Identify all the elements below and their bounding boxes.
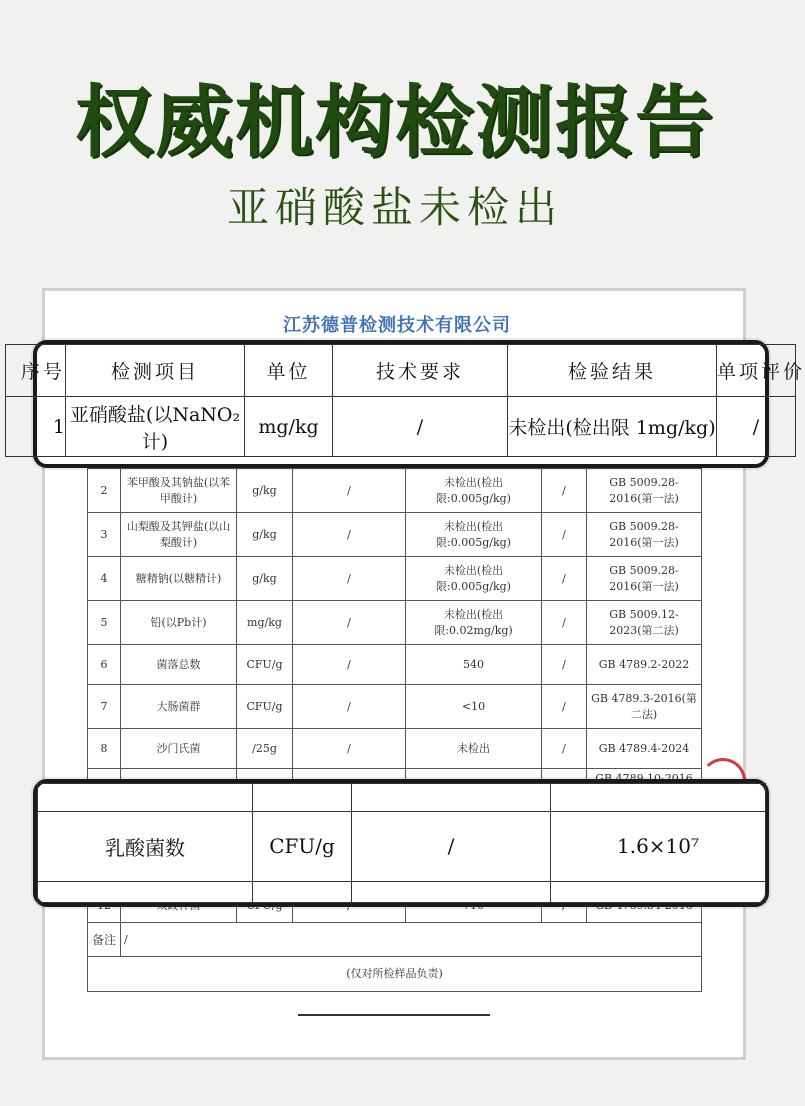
footer-note: (仅对所检样品负责) (88, 957, 702, 992)
table-row: 4 糖精钠(以糖精计) g/kg / 未检出(检出限:0.005g/kg) / GB 5009.28-2016(第一法) (88, 557, 702, 601)
table-row: 7 大肠菌群 CFU/g / <10 / GB 4789.3-2016(第二法) (88, 685, 702, 729)
table-header (6, 345, 796, 397)
col-item: 检测项目 (66, 345, 245, 397)
note-row (88, 923, 702, 957)
signature-line (298, 1014, 490, 1016)
table-row: 5 铅(以Pb计) mg/kg / 未检出(检出限:0.02mg/kg) / GB 5009.12-2023(第二法) (88, 601, 702, 645)
table-row: 6 菌落总数 CFU/g / 540 / GB 4789.2-2022 (88, 645, 702, 685)
table-row: 3 山梨酸及其钾盐(以山梨酸计) g/kg / 未检出(检出限:0.005g/kg) / GB 5009.28-2016(第一法) (88, 513, 702, 557)
callout-lactobacillus (33, 779, 769, 907)
col-requirement: 技术要求 (333, 345, 508, 397)
callout-nitrite-table (5, 344, 805, 457)
col-unit: 单位 (245, 345, 333, 397)
col-evaluation: 单项评价 (717, 345, 796, 397)
headline: 权威机构检测报告 (74, 78, 715, 168)
results-table (87, 440, 702, 992)
table-row: 乳酸菌数 CFU/g / 1.6×10⁷ (38, 811, 766, 881)
col-no: 序号 (6, 345, 66, 397)
col-result: 检验结果 (508, 345, 717, 397)
table-row: 2 苯甲酸及其钠盐(以苯甲酸计) g/kg / 未检出(检出限:0.005g/kg) / GB 5009.28-2016(第一法) (88, 469, 702, 513)
company-name: 江苏德普检测技术有限公司 (283, 315, 511, 336)
note-value: / (121, 923, 702, 957)
footer-row (88, 957, 702, 992)
table-row: 8 沙门氏菌 /25g / 未检出 / GB 4789.4-2024 (88, 729, 702, 769)
note-label: 备注 (88, 923, 121, 957)
callout-nitrite (20, 340, 805, 468)
subheadline: 亚硝酸盐未检出 (226, 183, 563, 232)
table-row: 1 亚硝酸盐(以NaNO₂计) mg/kg / 未检出(检出限 1mg/kg) / (6, 397, 796, 457)
callout-lactobacillus-table (37, 783, 766, 903)
